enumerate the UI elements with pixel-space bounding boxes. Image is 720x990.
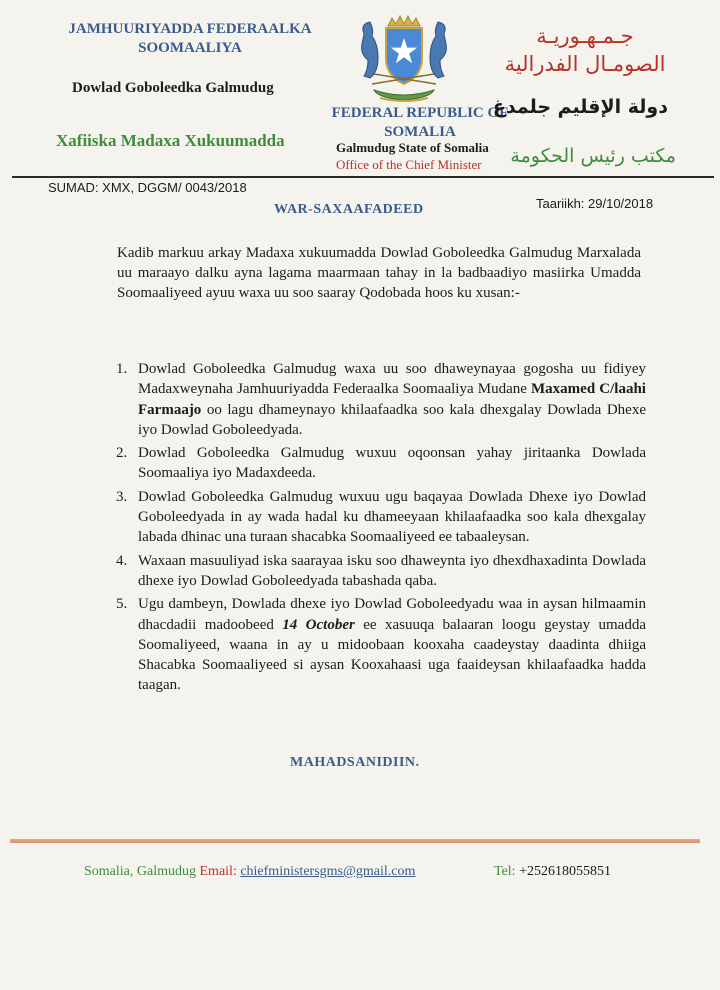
- list-item: [111, 551, 646, 592]
- list-item: [111, 487, 646, 548]
- list-item-text: Dowlad Goboleedka Galmudug wuxuu ugu baqayaa Dowlada Dhexe iyo Dowlad Goboleedyada in ay wada hadal ku dhameeyaan khilaafaadka soo kala dhexgalay labada dhinac una turaan shacabka Soomaaliyeed ee tabaaleysan.: [138, 488, 646, 546]
- footer-location: Somalia, Galmudug: [84, 864, 200, 879]
- header-divider: [12, 176, 714, 178]
- list-item-number: 3.: [116, 488, 128, 505]
- english-republic-title: FEDERAL REPUBLIC OF SOMALIA: [331, 105, 509, 140]
- list-item-number: 2.: [116, 445, 128, 462]
- closing-thanks: MAHADSANIDIIN.: [290, 755, 420, 770]
- list-item-text: Waxaan masuuliyad iska saarayaa isku soo dhaweynta iyo dhexdhaxadinta Dowlada dhexe iyo Dowlad Goboleedyada tabashada qaba.: [138, 552, 646, 589]
- arabic-office-name: مكتب رئيس الحكومة: [510, 145, 676, 167]
- email-link[interactable]: chiefministersgms@gmail.com: [240, 864, 416, 879]
- tel-label: Tel:: [494, 864, 520, 879]
- list-item-number: 5.: [116, 596, 128, 613]
- english-office-name: Office of the Chief Minister: [336, 157, 482, 172]
- footer-divider: [10, 839, 700, 843]
- somali-office-name: Xafiiska Madaxa Xukuumadda: [56, 131, 285, 150]
- arabic-state-name: دولة الإقليم جلمدغ: [492, 96, 668, 118]
- list-item-text: Dowlad Goboleedka Galmudug wuxuu oqoonsan yahay jiritaanka Dowlada Soomaaliya iyo Madaxdeeda.: [138, 445, 646, 482]
- somali-republic-title: JAMHUURIYADDA FEDERAALKA SOOMAALIYA: [68, 21, 312, 56]
- reference-number: SUMAD: XMX, DGGM/ 0043/2018: [48, 180, 247, 195]
- list-item-number: 4.: [116, 552, 128, 569]
- intro-paragraph: Kadib markuu arkay Madaxa xukuumadda Dowlad Goboleedka Galmudug Marxalada uu maraayo dalku ayna lagama maarmaan tahay in la badbaadiyo masiirka Umadda Soomaaliyeed ayuu waxa uu soo saaray Qodobada hoos ku xusan:-: [117, 245, 641, 301]
- list-item-text-cont: oo lagu dhameynayo khilaafaadka soo kala dhexgalay Dowlada Dhexe iyo Dowlad Goboleedyada.: [138, 401, 646, 438]
- email-label: Email:: [199, 864, 237, 879]
- footer-contact: [84, 864, 611, 880]
- somali-state-name: Dowlad Goboleedka Galmudug: [72, 80, 274, 96]
- document-heading: WAR-SAXAAFADEED: [274, 202, 424, 217]
- coat-of-arms-emblem: [350, 14, 458, 106]
- list-item-text: Ugu dambeyn, Dowlada dhexe iyo Dowlad Goboleedyadu waa in aysan hilmaamin dhacdadii madoobeed: [138, 596, 646, 633]
- list-item-text: Dowlad Goboleedka Galmudug waxa uu soo dhaweynayaa gogosha uu fidiyey Madaxweynaha Jamhuuriyadda Federaalka Soomaaliya Mudane: [138, 361, 646, 398]
- list-item: [111, 594, 646, 695]
- arabic-republic-title: جـمـهـوريـة الصومـال الفدرالية: [504, 24, 666, 76]
- english-state-name: Galmudug State of Somalia: [336, 140, 489, 155]
- tel-number: +252618055851: [519, 864, 611, 879]
- list-item-text-cont: ee xasuuqa balaaran loogu geystay umadda Soomaliyeed, waana in ay u midoobaan kooxaha caadeystay daadinta dhiiga Shacabka Soomaaliyeed si aysan Kooxahaasi uga faaideysan khilaafaadka hadda taagan.: [138, 616, 646, 694]
- list-item-number: 1.: [116, 361, 128, 377]
- resolution-list: [111, 359, 646, 699]
- event-date: 14 October: [282, 616, 355, 633]
- document-date: Taariikh: 29/10/2018: [536, 196, 654, 211]
- list-item: [111, 359, 646, 440]
- list-item: [111, 443, 646, 484]
- president-name: Maxamed C/laahi Farmaajo: [138, 381, 646, 418]
